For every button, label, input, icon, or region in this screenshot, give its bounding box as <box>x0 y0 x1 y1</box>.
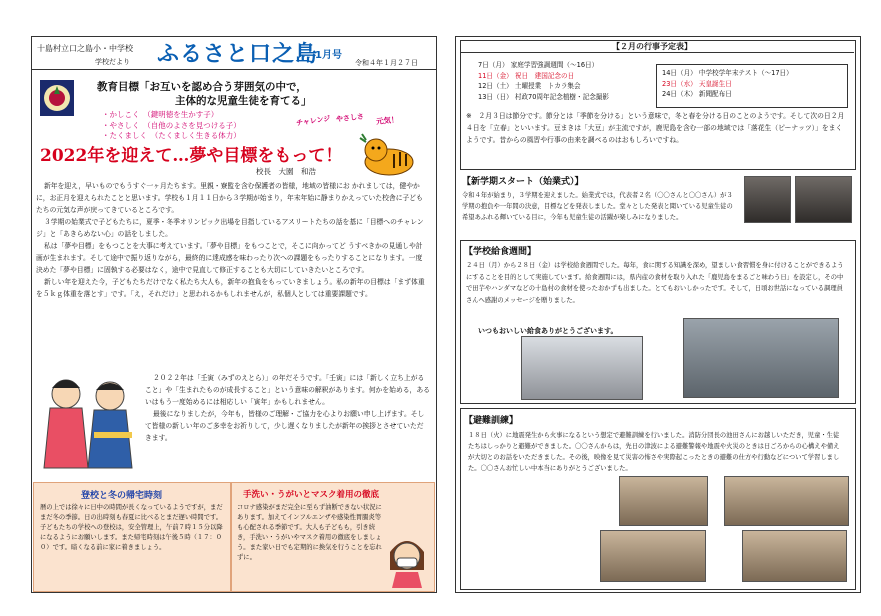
bottom-right-title: 手洗い・うがいとマスク着用の徹底 <box>243 490 380 500</box>
header-divider <box>31 69 436 70</box>
drill-photo-1 <box>619 476 708 526</box>
goal-items <box>102 110 272 142</box>
byline: 校長 大園 和浩 <box>256 167 316 176</box>
schedule-row: 13日（日） 村政70周年記念植樹・記念撮影 <box>478 92 609 101</box>
ceremony-photo-2 <box>795 176 852 223</box>
goal-badge: やさしさ <box>335 112 365 124</box>
mask-person-icon <box>384 530 430 588</box>
schedule-divider <box>460 52 854 53</box>
main-article-body <box>36 180 429 300</box>
article-paragraph: 新年を迎え，早いものでもうすぐ一ヶ月たちます。里親・寮監を含む保護者の皆様，地域の皆様にお かれましては，健やかに，お正月を迎えられたことと思います。学校も１月１１日から３学期が始まり，年末年始に静まりかえっていた校舎に子どもたちの元気な声が戻ってきているところです。 <box>36 182 423 214</box>
schedule-left <box>478 60 653 102</box>
issue-date: 令和４年１月２７日 <box>355 59 418 67</box>
schedule-note: ※ ２月３日は節分です。節分とは「季節を分ける」という意味で，冬と春を分ける日のことのようです。そして次の日２月４日を「立春」といいます。豆まきは「大豆」が主流ですが，鹿児島を含む一部の地域では「落花生（ピーナッツ）」をまくようです。昔からの風習や行事の由来を調べるのはおもしろいですね。 <box>466 112 845 144</box>
article-paragraph: 私は「夢や目標」をもつことを大事に考えています。「夢や目標」をもつことで，そこに向かってど うすべきかの見通しや計画が生まれます。そして途中で振り返りながら，最終的に達成感を味わったり次への課題をもったりすることになります。一度決めた「夢や目標」に固執する必要はなく，途中で見直して修正することも大切にしていきたいところです。 <box>36 242 423 274</box>
term-start-title: 【新学期スタート（始業式）】 <box>462 177 584 187</box>
school-name: 十島村立口之島小・中学校 <box>37 44 133 53</box>
schedule-row: 11日（金） 祝日 建国記念の日 <box>478 71 575 80</box>
goal-line1: 「お互いを認め合う芽囲気の中で， <box>139 81 307 93</box>
school-emblem-icon <box>40 80 74 116</box>
main-headline: 2022年を迎えて…夢や目標をもって！ <box>40 146 343 166</box>
lunch-title: 【学校給食週間】 <box>464 247 537 257</box>
ceremony-photo-1 <box>744 176 791 223</box>
article-paragraph: ３学期の始業式で子どもたちに，夏季・冬季オリンピック出場を目指しているアスリートたちの話を基に「目標へのチャレンジ」と「あきらめない心」の話をしました。 <box>36 218 424 238</box>
drill-text: １８日（火）に地震発生から火事になるという想定で避難訓練を行いました。消防分団長の池田さんにお越しいただき，児童・生徒たちはしっかりと避難ができました。〇〇さんからは，先日の津波による避難警報や地震や火災のときは日ごろからの心構えや備えが大切とのお話をいただきました。その後，映像を見て災害の怖さや実際起こったときの避難の仕方や行動などについて学習しました。〇〇さんお忙しい中本当にありがとうございました。 <box>468 432 840 472</box>
article-paragraph: 最後になりましたが，今年も，皆様のご理解・ご協力を心よりお願い申し上げます。そして皆様の新しい年のご多幸をお祈りして，少し遅くなりましたが新年の挨拶とさせていただきます。 <box>145 410 425 442</box>
bottom-left-text: 暦の上では徐々に日中の時間が長くなっているようですが，まだまだ冬の季節。日の出時刻も春夏に比べるとまだ遅い時間です。子どもたちの学校への登校は，安全管理上，午前７時１５分以降になるようにお願いします。また帰宅時刻は午後５時（１７：００）です。暗くなる前に家に着きましょう。 <box>40 504 223 551</box>
goal-label: 教育目標 <box>97 81 139 93</box>
main-article-body-cont <box>145 372 430 444</box>
lunch-photo-1 <box>521 336 643 400</box>
goal-badge: 元気！ <box>375 114 399 127</box>
issue-label: 1月号 <box>315 50 342 61</box>
newsletter-type: 学校だより <box>95 58 130 66</box>
schedule-title: 【２月の行事予定表】 <box>612 42 692 51</box>
lunch-thanks: いつもおいしい給食ありがとうございます。 <box>478 327 618 335</box>
bottom-right-text: コロナ感染がまだ完全に至らず油断できない状況にあります。加えてインフルエンザや感染性胃腸炎等も心配される季節です。大人も子どもも，引き続き，手洗い・うがいやマスク着用の徹底をしましょう。また家い日でも定期的に換気を行うことを忘れずに。 <box>237 504 382 561</box>
schedule-row: 7日（月） 家庭学習強調週間（〜16日） <box>478 61 599 69</box>
lunch-text: ２４日（月）から２８日（金）は学校給食週間でした。毎年，食に関する知識を深め，望ましい食習慣を身に付けることができるようにすることを目的として実施しています。給食週間には，県内産の食材を取り入れた「鹿児島をまるごと味わう日」を設定し，その中で田芋やハンダマなどの十島村の食材を使ったおかずも出ました。とてもおいしかったです。そして，日頃お世話になっている調理員さんへ感謝のメッセージを贈りました。 <box>466 262 844 304</box>
goal-item: ・やさしく （自他のよさを見つける子） <box>102 120 241 130</box>
schedule-row: 24日（木） 新聞配布日 <box>662 90 732 98</box>
drill-title: 【避難訓練】 <box>464 416 519 426</box>
goal-item: ・たくましく （たくましく生きる体力） <box>102 131 241 140</box>
schedule-row: 14日（月） 中学校学年末テスト（〜17日） <box>662 69 793 77</box>
term-start-text: 令和４年が始まり，３学期を迎えました。始業式では，代表者２名（〇〇さんと〇〇さん）が３学期の抱負や一年間の決意，目標などを発表しました。堂々とした発表と聞いている児童生徒の希望あふれる輝いている目に，今年も児童生徒の活躍が楽しみになりました。 <box>462 192 733 221</box>
tiger-illustration-icon <box>354 132 424 178</box>
goal-item: ・かしこく （鍵明徳を生かす子） <box>102 110 219 119</box>
schedule-row: 12日（土） 土曜授業 トカラ集会 <box>478 82 581 90</box>
kimono-kids-illustration-icon <box>36 372 140 472</box>
drill-photo-2 <box>724 476 849 526</box>
drill-photo-3 <box>600 530 706 582</box>
drill-photo-4 <box>742 530 847 582</box>
goal-heading <box>97 80 307 94</box>
goal-line2: 主体的な児童生徒を育てる」 <box>175 95 312 107</box>
bottom-left-title: 登校と冬の帰宅時刻 <box>81 491 163 501</box>
schedule-right <box>662 68 844 100</box>
article-paragraph: 新しい年を迎えた今，子どもたちだけでなく私たち大人も，新年の抱負をもっていきましょう。私の新年の目標は「まず体重を５ｋｇ体重を落とす」です。「え，それだけ」と思われるかもしれませんが，私個人としては重要課題です。 <box>36 278 425 298</box>
schedule-row: 23日（水） 天皇誕生日 <box>662 79 732 88</box>
goal-badge: チャレンジ <box>295 114 331 128</box>
article-paragraph: ２０２２年は「壬寅（みずのえとら）」の年だそうです。「壬寅」には「新しく立ち上がること」や「生まれたものが成長すること」という意味の解釈があります。何かを始める，あるいはもう一度始めるには相応しい「寅年」かもしれません。 <box>145 374 430 406</box>
lunch-photo-2 <box>683 318 839 398</box>
newsletter-title: ふるさと口之島 <box>157 42 319 67</box>
